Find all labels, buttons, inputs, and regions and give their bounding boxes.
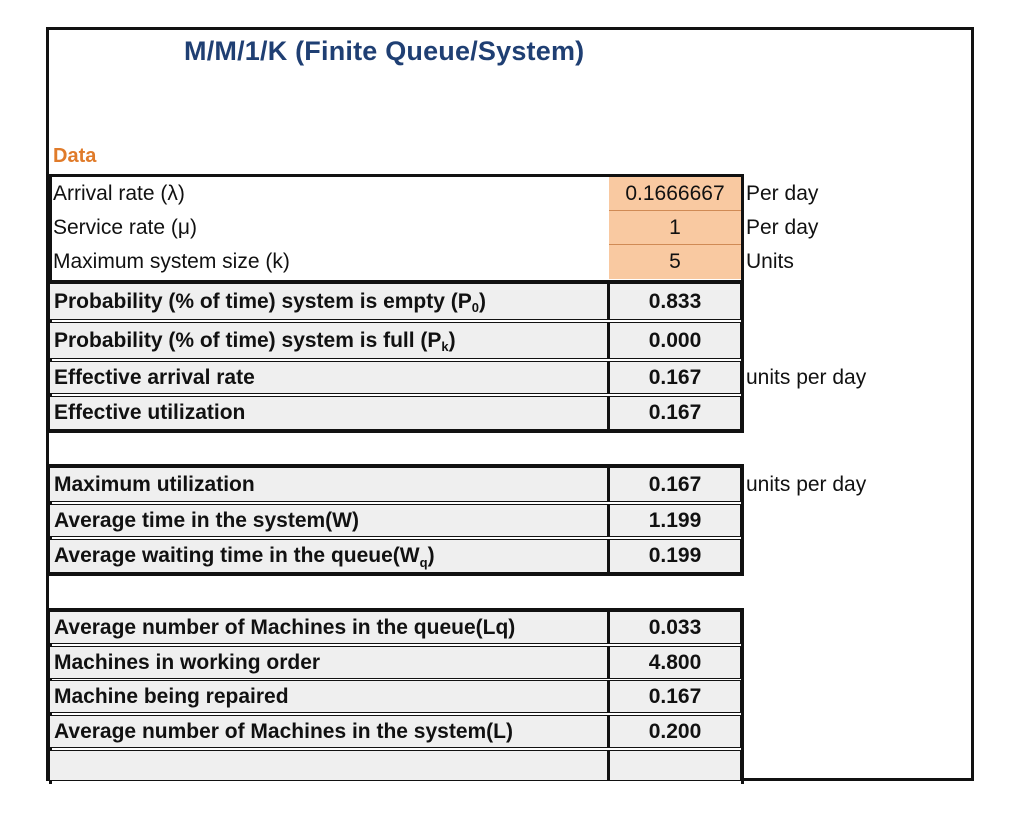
max-utilization-value[interactable]: 0.167 <box>609 467 741 502</box>
max-system-size-label: Maximum system size (k) <box>53 250 290 273</box>
effective-arrival-rate-value[interactable]: 0.167 <box>609 361 741 394</box>
avg-machines-system-value[interactable]: 0.200 <box>609 715 741 748</box>
arrival-rate-label: Arrival rate (λ) <box>53 182 185 205</box>
prob-full-value[interactable]: 0.000 <box>609 322 741 359</box>
avg-machines-queue-value[interactable]: 0.033 <box>609 611 741 644</box>
max-utilization-label: Maximum utilization <box>49 467 609 502</box>
machines-working-label: Machines in working order <box>49 646 609 679</box>
prob-empty-label: Probability (% of time) system is empty (P 0 ) <box>49 283 609 320</box>
sheet-title: M/M/1/K (Finite Queue/System) <box>184 36 585 66</box>
effective-utilization-value[interactable]: 0.167 <box>609 396 741 430</box>
avg-machines-queue-label: Average number of Machines in the queue(Lq) <box>49 611 609 644</box>
prob-full-label: Probability (% of time) system is full (P k ) <box>49 322 609 359</box>
avg-machines-system-label: Average number of Machines in the system(L) <box>49 715 609 748</box>
empty-label-cell[interactable] <box>49 750 609 781</box>
machine-repaired-value[interactable]: 0.167 <box>609 680 741 713</box>
max-system-size-input[interactable]: 5 <box>609 245 741 279</box>
max-system-size-unit: Units <box>746 250 794 273</box>
avg-wait-queue-label: Average waiting time in the queue(W q ) <box>49 539 609 573</box>
avg-wait-queue-value[interactable]: 0.199 <box>609 539 741 573</box>
avg-time-system-label: Average time in the system(W) <box>49 504 609 537</box>
spreadsheet-sheet <box>46 27 974 781</box>
empty-value-cell[interactable] <box>609 750 741 781</box>
data-heading: Data <box>53 145 97 167</box>
arrival-rate-input[interactable]: 0.1666667 <box>609 177 741 211</box>
effective-arrival-rate-label: Effective arrival rate <box>49 361 609 394</box>
prob-empty-value[interactable]: 0.833 <box>609 283 741 320</box>
service-rate-label: Service rate (μ) <box>53 216 197 239</box>
service-rate-unit: Per day <box>746 216 819 239</box>
max-utilization-unit: units per day <box>746 472 867 496</box>
effective-utilization-label: Effective utilization <box>49 396 609 430</box>
service-rate-input[interactable]: 1 <box>609 211 741 245</box>
arrival-rate-unit: Per day <box>746 182 819 205</box>
effective-arrival-rate-unit: units per day <box>746 365 867 389</box>
machine-repaired-label: Machine being repaired <box>49 680 609 713</box>
machines-working-value[interactable]: 4.800 <box>609 646 741 679</box>
avg-time-system-value[interactable]: 1.199 <box>609 504 741 537</box>
